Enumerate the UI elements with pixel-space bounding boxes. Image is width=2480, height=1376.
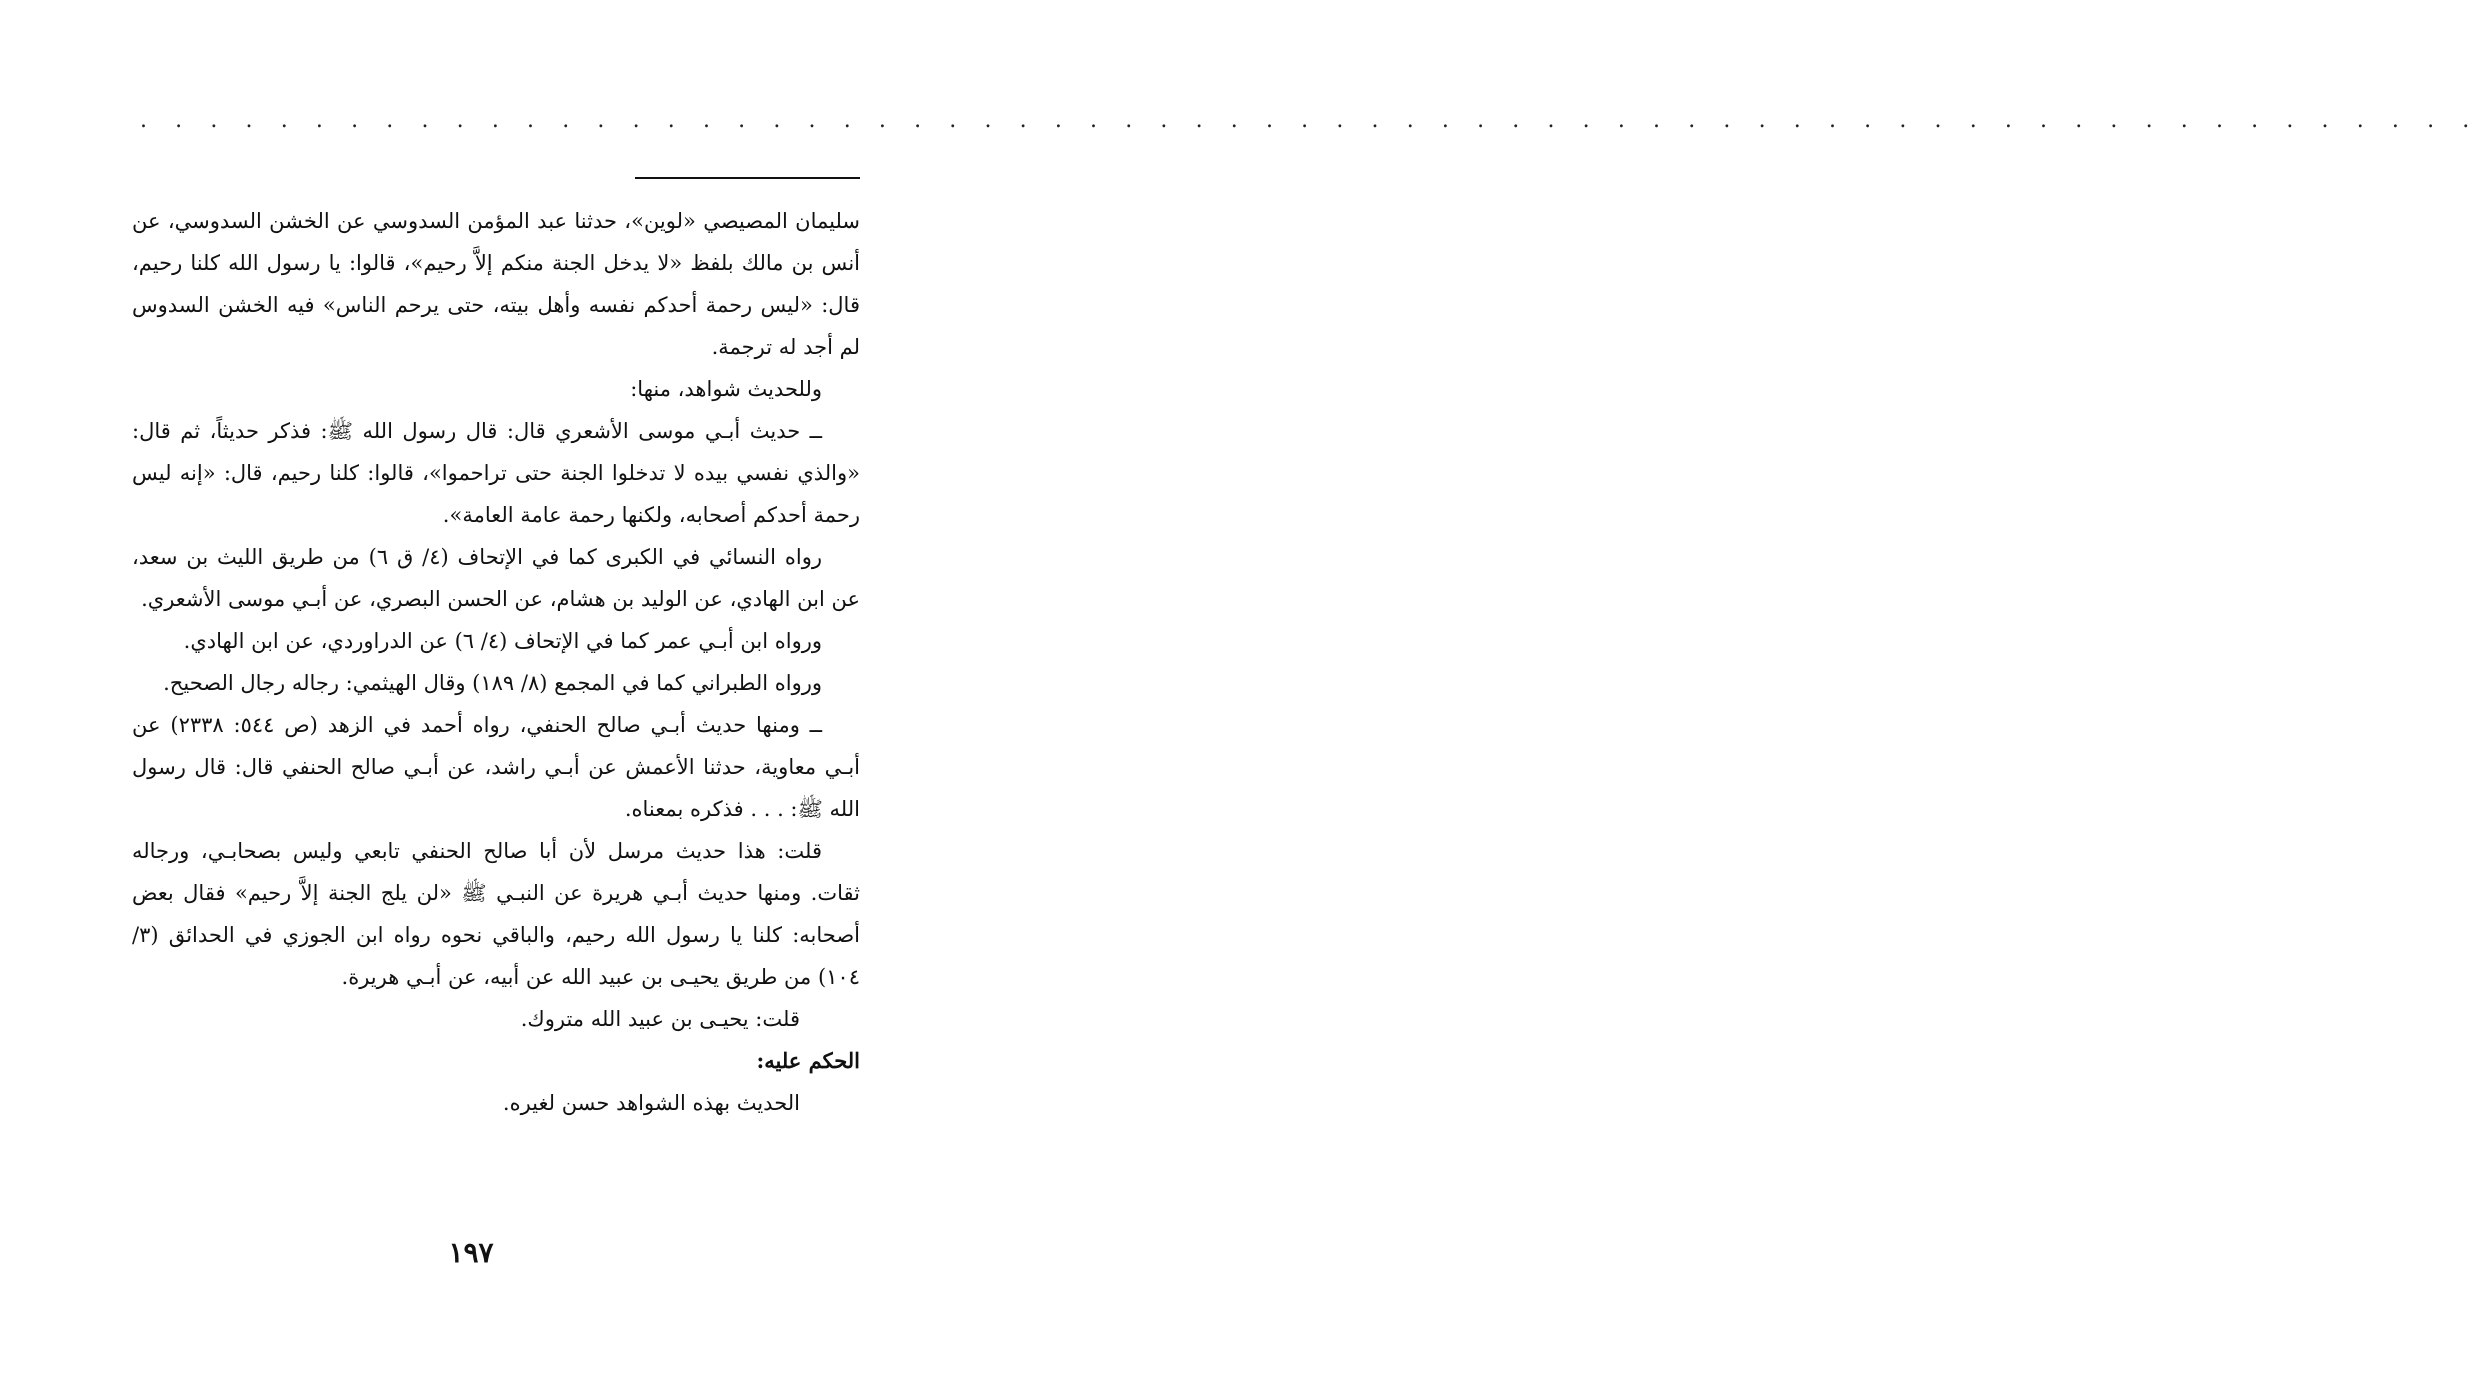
paragraph-comment-mursal: قلت: هذا حديث مرسل لأن أبا صالح الحنفي تابعي وليس بصحابـي، ورجاله ثقات. ومنها حديث أبـي هريرة عن النبـي ﷺ «لن يلج الجنة إلاَّ رحيم» فقال بعض أصحابه: كلنا يا رسول الله رحيم، والباقي نحوه رواه ابن الجوزي في الحدائق (٣/ ١٠٤) من طريق يحيـى بن عبيد الله عن أبيه، عن أبـي هريرة. [132, 839, 860, 989]
paragraph-footnote-continuation: سليمان المصيصي «لوين»، حدثنا عبد المؤمن السدوسي عن الخشن السدوسي، عن أنس بن مالك بلفظ «لا يدخل الجنة منكم إلاَّ رحيم»، قالوا: يا رسول الله كلنا رحيم، قال: «ليس رحمة أحدكم نفسه وأهل بيته، حتى يرحم الناس» فيه الخشن السدوس لم أجد له ترجمة. [132, 209, 860, 359]
paragraph-witnesses-intro: وللحديث شواهد، منها: [630, 377, 822, 401]
paragraph-ibn-abi-umar-narration: ورواه ابن أبـي عمر كما في الإتحاف (٤/ ٦) عن الدراوردي، عن ابن الهادي. [183, 629, 822, 653]
paragraph-tabarani-narration: ورواه الطبراني كما في المجمع (٨/ ١٨٩) وقال الهيثمي: رجاله رجال الصحيح. [163, 671, 822, 695]
paragraph-ruling: الحديث بهذه الشواهد حسن لغيره. [502, 1091, 800, 1115]
paragraph-abu-salih-hadith: ــ ومنها حديث أبـي صالح الحنفي، رواه أحمد في الزهد (ص ٥٤٤: ٢٣٣٨) عن أبـي معاوية، حدثنا الأعمش عن أبـي راشد، عن أبـي صالح الحنفي قال: قال رسول الله ﷺ: . . . فذكره بمعناه. [132, 713, 860, 821]
page-body [132, 200, 860, 1124]
paragraph-comment-yahya: قلت: يحيـى بن عبيد الله متروك. [520, 1007, 800, 1031]
section-heading-ruling: الحكم عليه: [756, 1048, 860, 1073]
paragraph-abu-musa-hadith: ــ حديث أبـي موسى الأشعري قال: قال رسول الله ﷺ: فذكر حديثاً، ثم قال: «والذي نفسي بيده لا تدخلوا الجنة حتى تراحموا»، قالوا: كلنا رحيم، قال: «إنه ليس رحمة أحدكم أصحابه، ولكنها رحمة عامة العامة». [132, 419, 860, 527]
paragraph-nasai-narration: رواه النسائي في الكبرى كما في الإتحاف (٤/ ق ٦) من طريق الليث بن سعد، عن ابن الهادي، عن الوليد بن هشام، عن الحسن البصري، عن أبـي موسى الأشعري. [132, 545, 860, 611]
page-number: ١٩٧ [448, 1236, 494, 1269]
footnote-rule [635, 177, 860, 179]
separator-dots: . . . . . . . . . . . . . . . . . . . . . . . . . . . . . . . . . . . . . . . . . . . . . . . . . . . . . . . . . . . . . . . . . . . [140, 108, 2480, 133]
